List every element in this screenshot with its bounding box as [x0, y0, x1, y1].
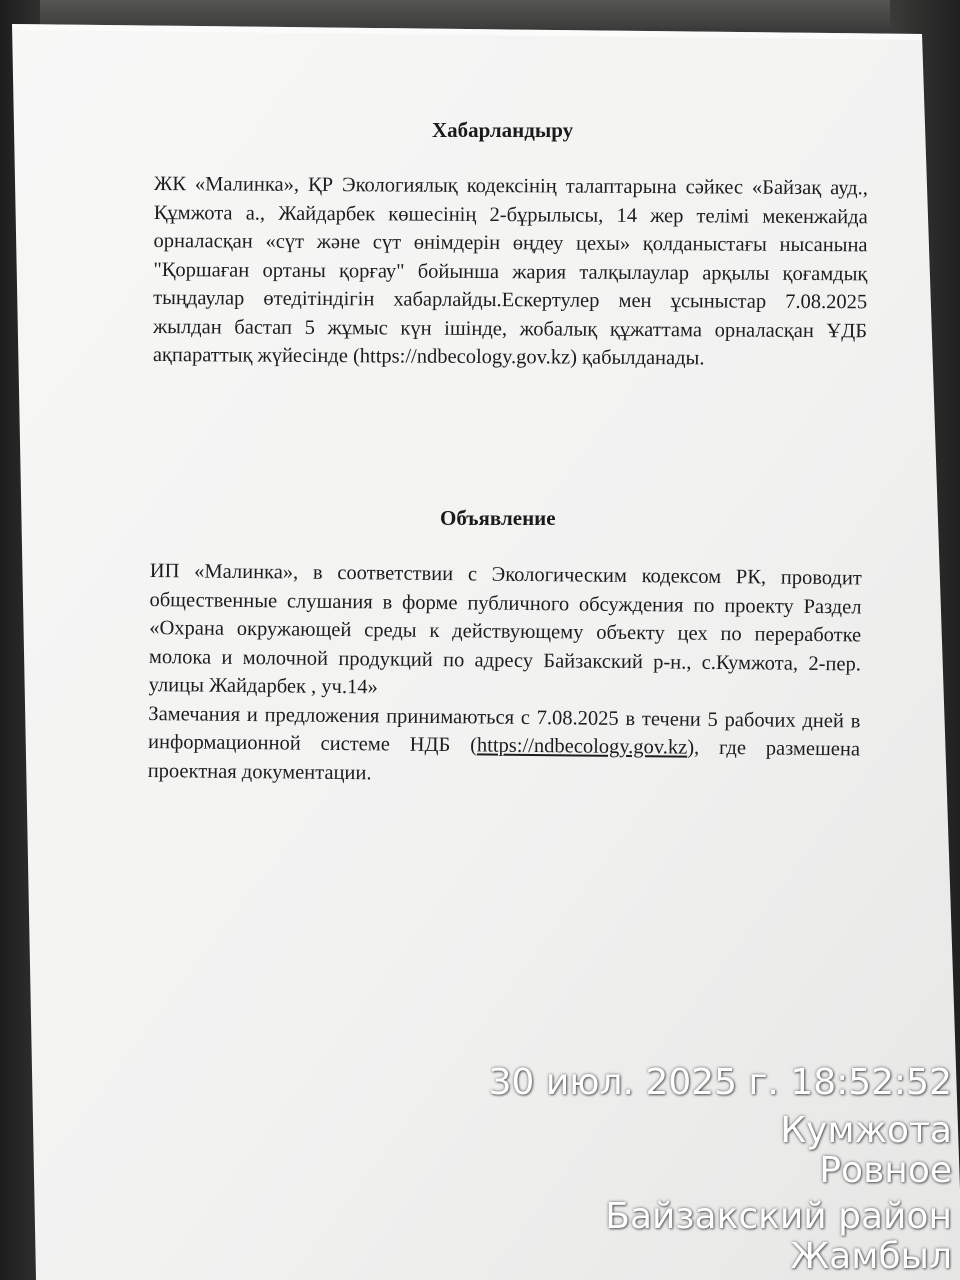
stamp-region: Жамбыл	[790, 1236, 952, 1277]
stamp-locality: Кумжота	[780, 1110, 952, 1151]
stamp-datetime: 30 июл. 2025 г. 18:52:52	[488, 1062, 952, 1103]
ndb-link: https://ndbecology.gov.kz	[476, 734, 688, 759]
ru-body	[148, 557, 862, 792]
kz-title: Хабарландыру	[432, 118, 574, 142]
ru-paragraph-2	[148, 699, 861, 792]
ru-paragraph-2-end: ), где размешена проектная документации.	[147, 736, 861, 784]
stamp-village: Ровное	[819, 1150, 952, 1191]
stamp-district: Байзакский район	[605, 1196, 952, 1237]
ru-paragraph-1: ИП «Малинка», в соответствии с Экологическим кодексом РК, проводит общественные слушания в форме публичного обсуждения по проекту Раздел «Охрана окружающей среды к действующему объекту цех по переработке молока и молочной продукций по адресу Байзакский р-н., с.Кумжота, 2-пер. улицы Жайдарбек , уч.14»	[148, 559, 862, 699]
ru-paragraph-2-start: Замечания и предложения принимаються с 7.08.2025 в течени 5 рабочих дней в информационной системе НДБ (	[147, 702, 861, 757]
ru-title: Объявление	[440, 506, 556, 530]
kz-body-text: ЖК «Малинка», ҚР Экологиялық кодексінің талаптарына сәйкес «Байзақ ауд., Құмжота а., Жайдарбек көшесінің 2-бұрылысы, 14 жер телімі мекенжайда орналасқан «сүт және сүт өнімдерін өңдеу цехы» қолданыстағы нысанына "Қоршаған ортаны қорғау" бойынша жария талқылаулар арқылы қоғамдық тыңдаулар өтедітіндігін хабарлайды.Ескертулер мен ұсыныстар 7.08.2025 жылдан бастап 5 жұмыс күн ішінде, жобалық құжаттама орналасқан ҰДБ ақпараттық жүйесінде (https://ndbecology.gov.kz) қабылданады.	[152, 172, 868, 370]
